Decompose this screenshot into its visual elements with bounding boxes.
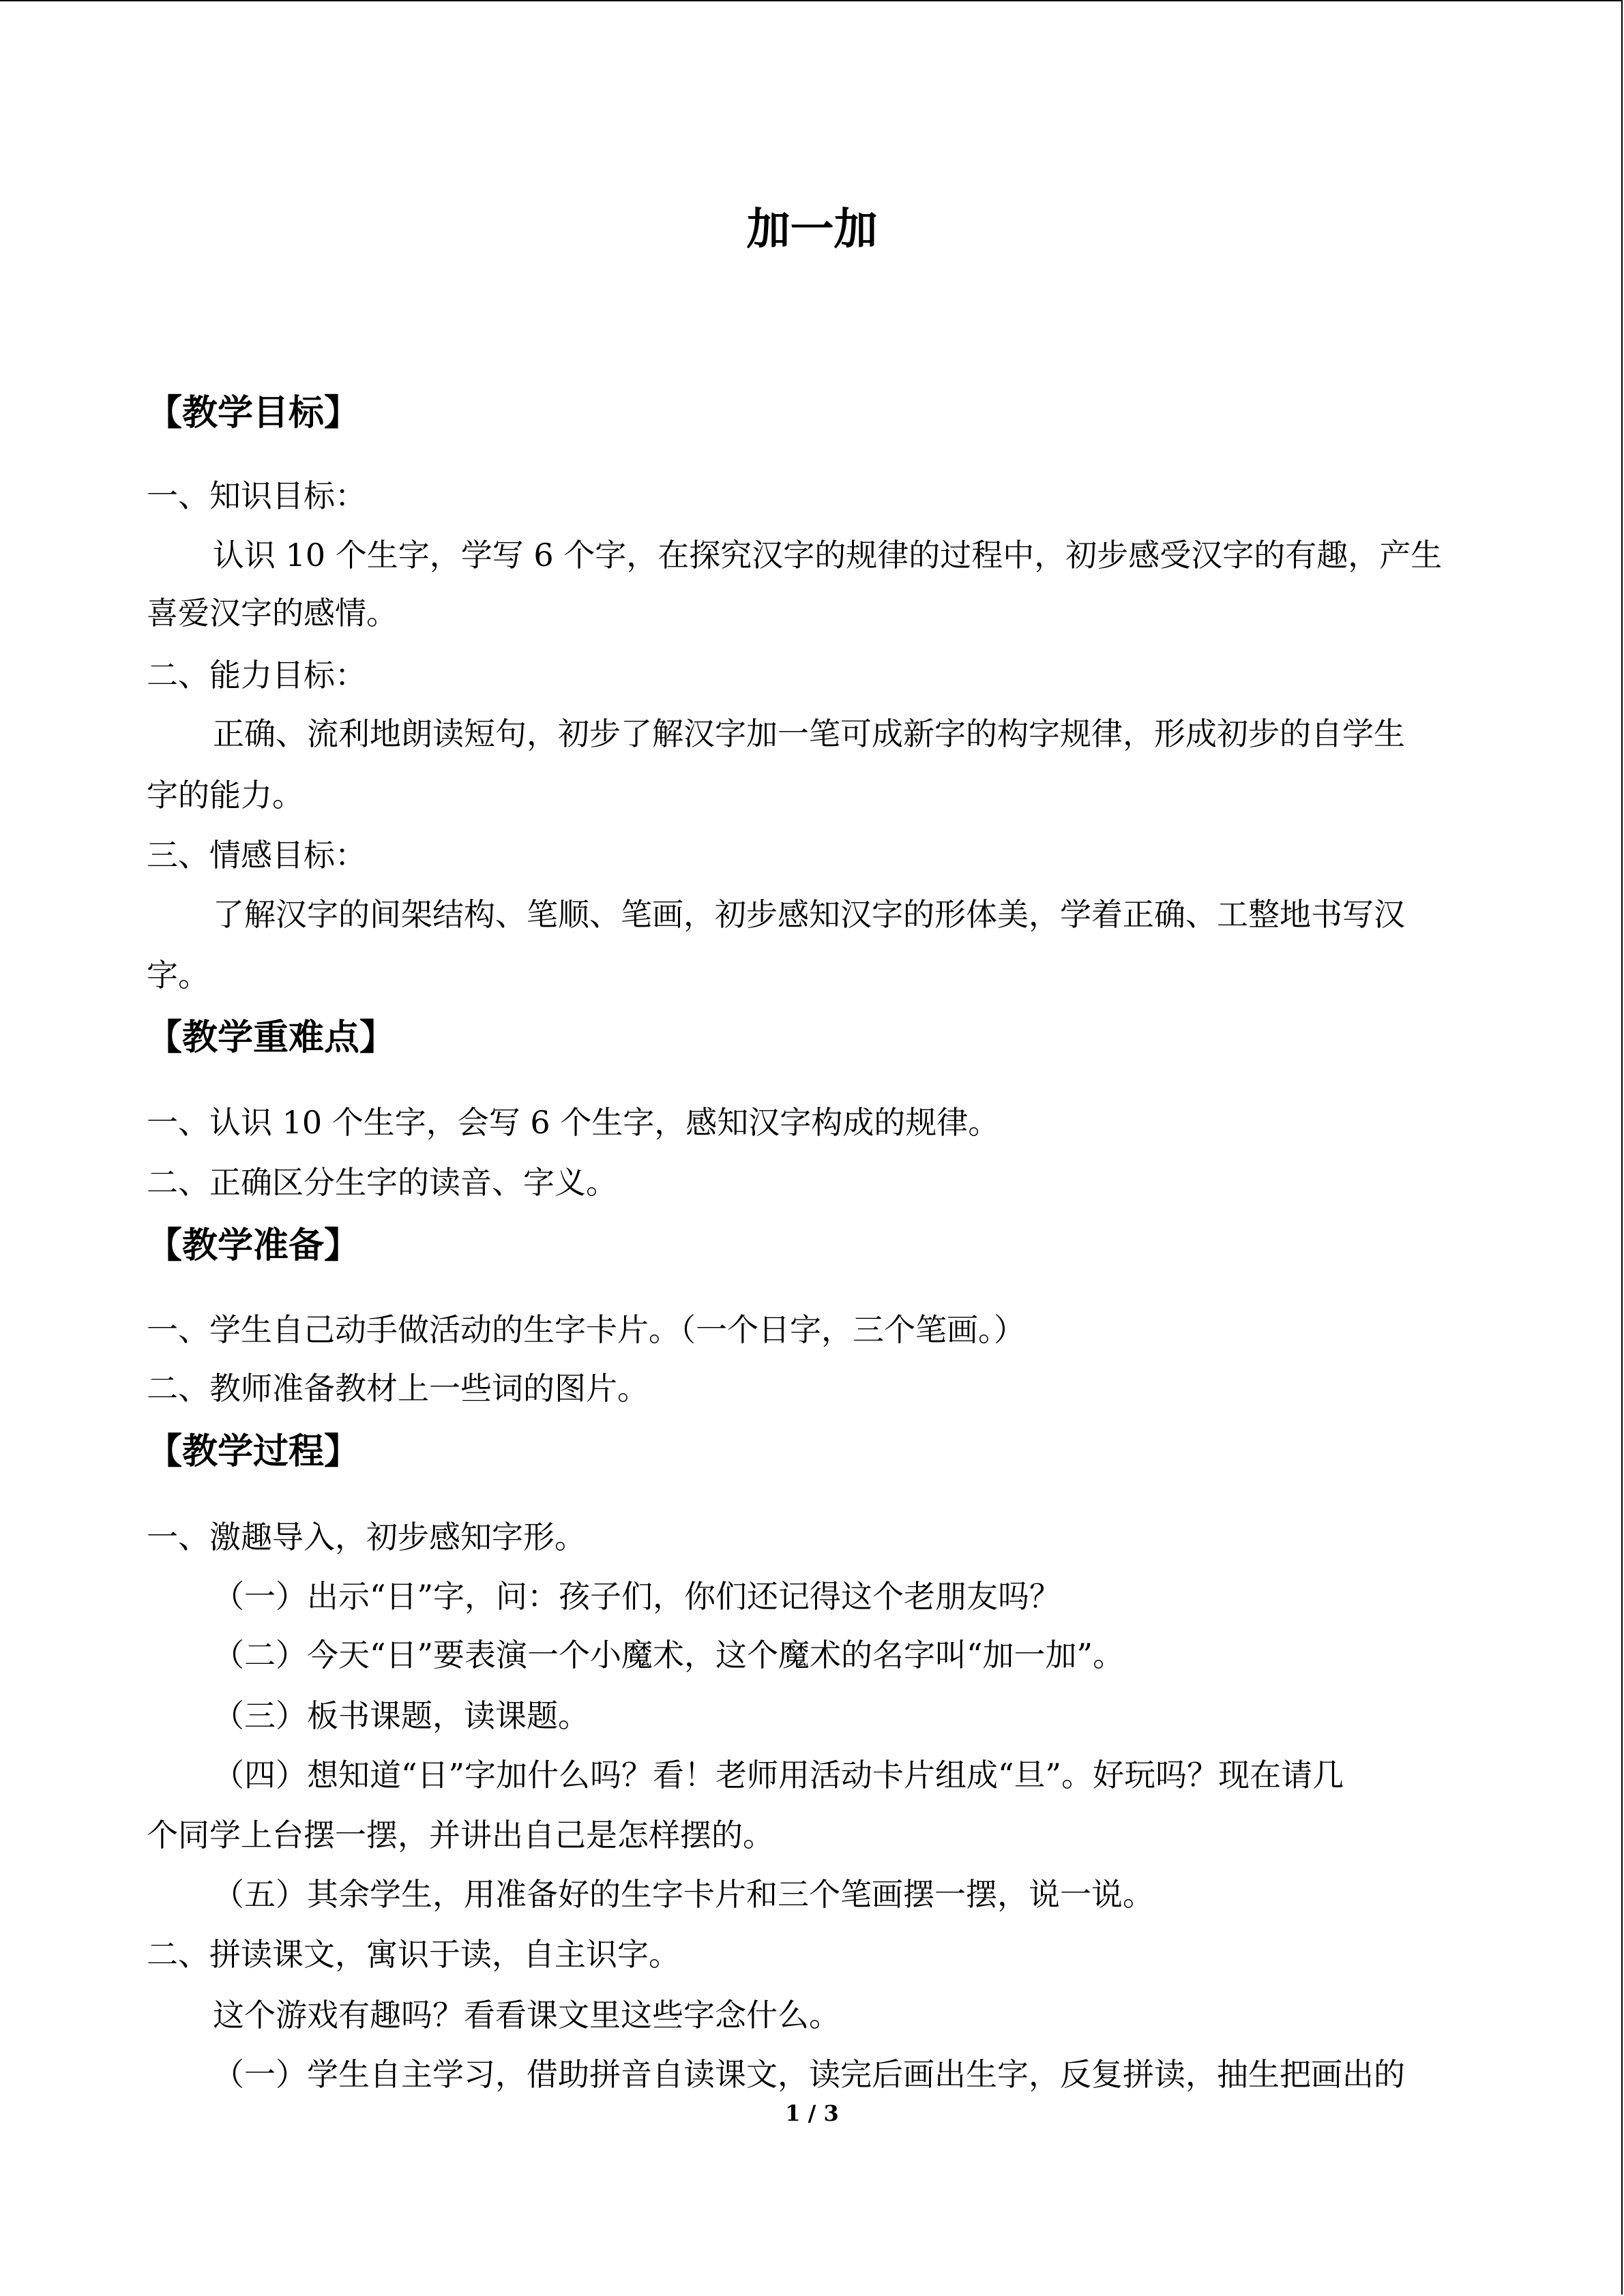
process-part-2-step-1-line-1: （一）学生自主学习，借助拼音自读课文，读完后画出生字，反复拼读，抽生把画出的 xyxy=(213,2056,1405,2093)
ability-objective-line-2: 字的能力。 xyxy=(147,777,304,814)
process-part-1-step-5: （五）其余学生，用准备好的生字卡片和三个笔画摆一摆，说一说。 xyxy=(213,1876,1154,1913)
knowledge-objective-line-2: 喜爱汉字的感情。 xyxy=(147,595,398,631)
knowledge-objective-line-1: 认识 10 个生字，学写 6 个字，在探究汉字的规律的过程中，初步感受汉字的有趣，产生 xyxy=(213,537,1443,573)
process-part-1-step-1: （一）出示“日”字，问：孩子们，你们还记得这个老朋友吗？ xyxy=(213,1578,1061,1615)
process-part-2-intro: 这个游戏有趣吗？看看课文里这些字念什么。 xyxy=(213,1997,840,2033)
document-title: 加一加 xyxy=(746,204,878,255)
section-heading-objectives: 【教学目标】 xyxy=(147,392,360,434)
knowledge-objective-label: 一、知识目标： xyxy=(147,477,366,514)
process-part-1-step-4-line-1: （四）想知道“日”字加什么吗？看！老师用活动卡片组成“旦”。好玩吗？现在请几 xyxy=(213,1757,1344,1793)
section-heading-key-points: 【教学重难点】 xyxy=(147,1017,396,1058)
section-heading-preparation: 【教学准备】 xyxy=(147,1225,360,1266)
emotion-objective-label: 三、情感目标： xyxy=(147,837,366,874)
process-part-1-step-2: （二）今天“日”要表演一个小魔术，这个魔术的名字叫“加一加”。 xyxy=(213,1637,1125,1673)
process-part-1-step-3: （三）板书课题，读课题。 xyxy=(213,1697,589,1734)
ability-objective-label: 二、能力目标： xyxy=(147,657,366,694)
process-part-1-label: 一、激趣导入，初步感知字形。 xyxy=(147,1519,586,1555)
ability-objective-line-1: 正确、流利地朗读短句，初步了解汉字加一笔可成新字的构字规律，形成初步的自学生 xyxy=(213,715,1405,752)
emotion-objective-line-2: 字。 xyxy=(147,957,209,994)
key-point-2: 二、正确区分生字的读音、字义。 xyxy=(147,1164,617,1201)
preparation-item-2: 二、教师准备教材上一些词的图片。 xyxy=(147,1370,649,1407)
section-heading-process: 【教学过程】 xyxy=(147,1431,360,1472)
key-point-1: 一、认识 10 个生字，会写 6 个生字，感知汉字构成的规律。 xyxy=(147,1104,1000,1141)
process-part-2-label: 二、拼读课文，寓识于读，自主识字。 xyxy=(147,1936,680,1973)
page-indicator: 1 / 3 xyxy=(785,2100,839,2126)
emotion-objective-line-1: 了解汉字的间架结构、笔顺、笔画，初步感知汉字的形体美，学着正确、工整地书写汉 xyxy=(213,896,1405,933)
process-part-1-step-4-line-2: 个同学上台摆一摆，并讲出自己是怎样摆的。 xyxy=(147,1817,774,1853)
preparation-item-1: 一、学生自己动手做活动的生字卡片。（一个日字，三个笔画。） xyxy=(147,1311,1025,1348)
